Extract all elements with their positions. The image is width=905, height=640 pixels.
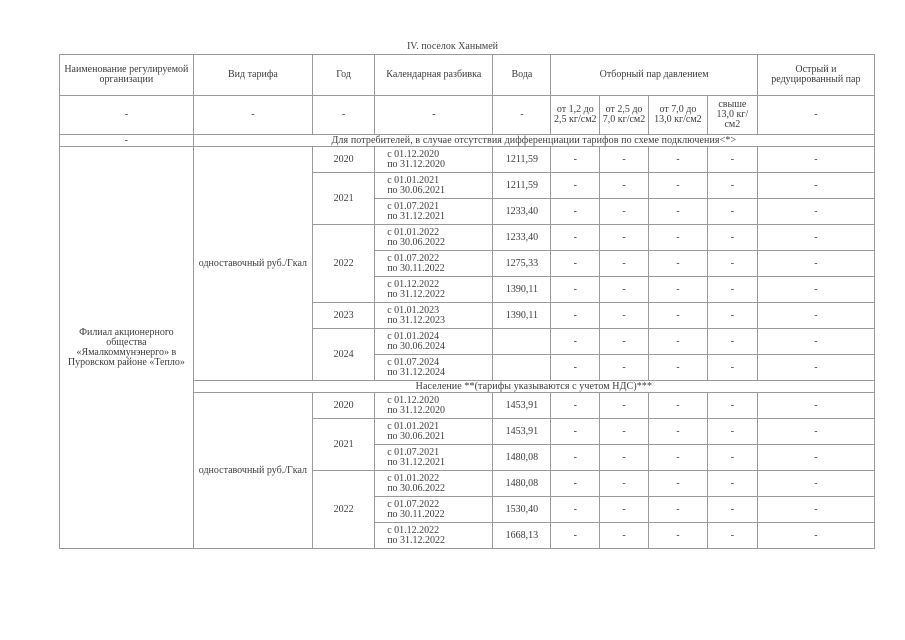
steam-value-dash: - xyxy=(551,251,600,277)
period-to: по 30.06.2022 xyxy=(387,236,446,248)
period-to: по 31.12.2023 xyxy=(387,314,446,326)
steam-value-dash: - xyxy=(757,523,874,549)
steam-value-dash: - xyxy=(600,523,649,549)
steam-value-dash: - xyxy=(551,523,600,549)
section-row-consumers xyxy=(60,135,875,147)
page-title: IV. поселок Ханымей xyxy=(406,41,499,52)
steam-value-dash: - xyxy=(757,471,874,497)
steam-value-dash: - xyxy=(551,471,600,497)
section-dash: - xyxy=(60,135,194,147)
subheader-dash: - xyxy=(60,96,194,135)
steam-value-dash: - xyxy=(648,277,707,303)
steam-value-dash: - xyxy=(648,225,707,251)
period-to: по 31.12.2021 xyxy=(387,456,446,468)
period-cell xyxy=(375,303,493,329)
steam-value-dash: - xyxy=(551,277,600,303)
steam-value-dash: - xyxy=(707,393,757,419)
steam-value-dash: - xyxy=(757,173,874,199)
subheader-dash: - xyxy=(375,96,493,135)
period-to: по 31.12.2022 xyxy=(387,534,446,546)
period-from: с 01.12.2020 xyxy=(387,394,440,406)
header-tariff-type: Вид тарифа xyxy=(193,55,312,96)
period-to: по 31.12.2020 xyxy=(387,404,446,416)
header-year: Год xyxy=(312,55,374,96)
steam-value-dash: - xyxy=(707,303,757,329)
steam-value-dash: - xyxy=(757,277,874,303)
pressure-range: от 7,0 до 13,0 кг/см2 xyxy=(648,96,707,135)
water-value xyxy=(493,329,551,355)
period-to: по 30.11.2022 xyxy=(387,262,445,274)
steam-value-dash: - xyxy=(648,199,707,225)
water-value xyxy=(493,355,551,381)
period-from: с 01.12.2022 xyxy=(387,524,440,536)
steam-value-dash: - xyxy=(707,355,757,381)
period-from: с 01.01.2022 xyxy=(387,226,440,238)
steam-value-dash: - xyxy=(600,471,649,497)
steam-value-dash: - xyxy=(600,277,649,303)
header-water: Вода xyxy=(493,55,551,96)
subheader-dash: - xyxy=(757,96,874,135)
steam-value-dash: - xyxy=(600,173,649,199)
steam-value-dash: - xyxy=(707,277,757,303)
section-title-consumers: Для потребителей, в случае отсутствия дифференциации тарифов по схеме подключения<*> xyxy=(193,135,874,147)
period-cell xyxy=(375,445,493,471)
steam-value-dash: - xyxy=(600,393,649,419)
period-from: с 01.07.2021 xyxy=(387,446,440,458)
period-from: с 01.12.2022 xyxy=(387,278,440,290)
year-cell: 2024 xyxy=(312,329,374,381)
steam-value-dash: - xyxy=(648,147,707,173)
steam-value-dash: - xyxy=(707,173,757,199)
header-organization: Наименование регулируемой организации xyxy=(60,55,194,96)
period-to: по 30.06.2021 xyxy=(387,184,446,196)
steam-value-dash: - xyxy=(648,251,707,277)
period-cell xyxy=(375,471,493,497)
steam-value-dash: - xyxy=(600,497,649,523)
steam-value-dash: - xyxy=(707,329,757,355)
steam-value-dash: - xyxy=(707,419,757,445)
steam-value-dash: - xyxy=(757,355,874,381)
water-value: 1233,40 xyxy=(493,199,551,225)
year-cell: 2020 xyxy=(312,147,374,173)
water-value: 1211,59 xyxy=(493,173,551,199)
steam-value-dash: - xyxy=(551,147,600,173)
water-value: 1275,33 xyxy=(493,251,551,277)
steam-value-dash: - xyxy=(648,523,707,549)
water-value: 1390,11 xyxy=(493,303,551,329)
steam-value-dash: - xyxy=(648,173,707,199)
period-from: с 01.01.2023 xyxy=(387,304,440,316)
steam-value-dash: - xyxy=(757,329,874,355)
header-sharp-steam: Острый и редуцированный пар xyxy=(757,55,874,96)
steam-value-dash: - xyxy=(648,445,707,471)
period-cell xyxy=(375,523,493,549)
steam-value-dash: - xyxy=(707,225,757,251)
year-cell: 2020 xyxy=(312,393,374,419)
steam-value-dash: - xyxy=(551,445,600,471)
water-value: 1453,91 xyxy=(493,393,551,419)
subheader-dash: - xyxy=(312,96,374,135)
steam-value-dash: - xyxy=(648,471,707,497)
steam-value-dash: - xyxy=(600,251,649,277)
steam-value-dash: - xyxy=(757,497,874,523)
period-cell xyxy=(375,199,493,225)
steam-value-dash: - xyxy=(707,445,757,471)
steam-value-dash: - xyxy=(551,173,600,199)
steam-value-dash: - xyxy=(707,251,757,277)
period-to: по 30.11.2022 xyxy=(387,508,445,520)
steam-value-dash: - xyxy=(551,393,600,419)
steam-value-dash: - xyxy=(600,419,649,445)
water-value: 1453,91 xyxy=(493,419,551,445)
steam-value-dash: - xyxy=(600,303,649,329)
steam-value-dash: - xyxy=(600,329,649,355)
table-row xyxy=(60,147,875,173)
steam-value-dash: - xyxy=(757,251,874,277)
steam-value-dash: - xyxy=(551,199,600,225)
period-to: по 31.12.2020 xyxy=(387,158,446,170)
period-from: с 01.07.2024 xyxy=(387,356,440,368)
steam-value-dash: - xyxy=(707,147,757,173)
steam-value-dash: - xyxy=(551,225,600,251)
period-cell xyxy=(375,225,493,251)
period-from: с 01.01.2024 xyxy=(387,330,440,342)
steam-value-dash: - xyxy=(648,303,707,329)
period-cell xyxy=(375,277,493,303)
period-to: по 30.06.2024 xyxy=(387,340,446,352)
steam-value-dash: - xyxy=(551,303,600,329)
water-value: 1390,11 xyxy=(493,277,551,303)
steam-value-dash: - xyxy=(757,199,874,225)
period-to: по 31.12.2021 xyxy=(387,210,446,222)
subheader-dash: - xyxy=(193,96,312,135)
steam-value-dash: - xyxy=(648,497,707,523)
steam-value-dash: - xyxy=(600,445,649,471)
period-from: с 01.01.2021 xyxy=(387,174,440,186)
steam-value-dash: - xyxy=(648,393,707,419)
header-calendar: Календарная разбивка xyxy=(375,55,493,96)
period-cell xyxy=(375,251,493,277)
period-cell xyxy=(375,419,493,445)
period-cell xyxy=(375,497,493,523)
year-cell: 2021 xyxy=(312,173,374,225)
steam-value-dash: - xyxy=(757,445,874,471)
water-value: 1530,40 xyxy=(493,497,551,523)
steam-value-dash: - xyxy=(600,225,649,251)
water-value: 1480,08 xyxy=(493,445,551,471)
tariff-table xyxy=(59,54,875,549)
period-from: с 01.07.2022 xyxy=(387,252,440,264)
steam-value-dash: - xyxy=(707,497,757,523)
tariff-kind: одноставочный руб./Гкал xyxy=(193,393,312,549)
steam-value-dash: - xyxy=(707,199,757,225)
steam-value-dash: - xyxy=(757,147,874,173)
period-from: с 01.01.2022 xyxy=(387,472,440,484)
steam-value-dash: - xyxy=(551,419,600,445)
header-selected-steam: Отборный пар давлением xyxy=(551,55,757,96)
year-cell: 2021 xyxy=(312,419,374,471)
steam-value-dash: - xyxy=(600,147,649,173)
period-to: по 30.06.2022 xyxy=(387,482,446,494)
steam-value-dash: - xyxy=(600,355,649,381)
period-from: с 01.12.2020 xyxy=(387,148,440,160)
steam-value-dash: - xyxy=(757,419,874,445)
steam-value-dash: - xyxy=(757,393,874,419)
subheader-row xyxy=(60,96,875,135)
steam-value-dash: - xyxy=(757,303,874,329)
organization-name: Филиал акционерного общества «Ямалкоммунэнерго» в Пуровском районе «Тепло» xyxy=(60,147,194,549)
year-cell: 2022 xyxy=(312,471,374,549)
steam-value-dash: - xyxy=(648,419,707,445)
period-from: с 01.07.2021 xyxy=(387,200,440,212)
steam-value-dash: - xyxy=(707,471,757,497)
period-cell xyxy=(375,355,493,381)
water-value: 1668,13 xyxy=(493,523,551,549)
water-value: 1480,08 xyxy=(493,471,551,497)
header-row xyxy=(60,55,875,96)
period-cell xyxy=(375,147,493,173)
period-cell xyxy=(375,393,493,419)
year-cell: 2022 xyxy=(312,225,374,303)
steam-value-dash: - xyxy=(551,355,600,381)
water-value: 1211,59 xyxy=(493,147,551,173)
tariff-kind: одноставочный руб./Гкал xyxy=(193,147,312,381)
steam-value-dash: - xyxy=(648,329,707,355)
steam-value-dash: - xyxy=(600,199,649,225)
subheader-dash: - xyxy=(493,96,551,135)
pressure-range: от 2,5 до 7,0 кг/см2 xyxy=(600,96,649,135)
steam-value-dash: - xyxy=(648,355,707,381)
steam-value-dash: - xyxy=(551,329,600,355)
period-to: по 30.06.2021 xyxy=(387,430,446,442)
pressure-range: свыше 13,0 кг/см2 xyxy=(707,96,757,135)
steam-value-dash: - xyxy=(707,523,757,549)
section-title-population: Население **(тарифы указываются с учетом НДС)*** xyxy=(193,381,874,393)
period-from: с 01.07.2022 xyxy=(387,498,440,510)
pressure-range: от 1,2 до 2,5 кг/см2 xyxy=(551,96,600,135)
period-to: по 31.12.2024 xyxy=(387,366,446,378)
steam-value-dash: - xyxy=(757,225,874,251)
year-cell: 2023 xyxy=(312,303,374,329)
steam-value-dash: - xyxy=(551,497,600,523)
period-cell xyxy=(375,173,493,199)
period-from: с 01.01.2021 xyxy=(387,420,440,432)
period-to: по 31.12.2022 xyxy=(387,288,446,300)
period-cell xyxy=(375,329,493,355)
water-value: 1233,40 xyxy=(493,225,551,251)
